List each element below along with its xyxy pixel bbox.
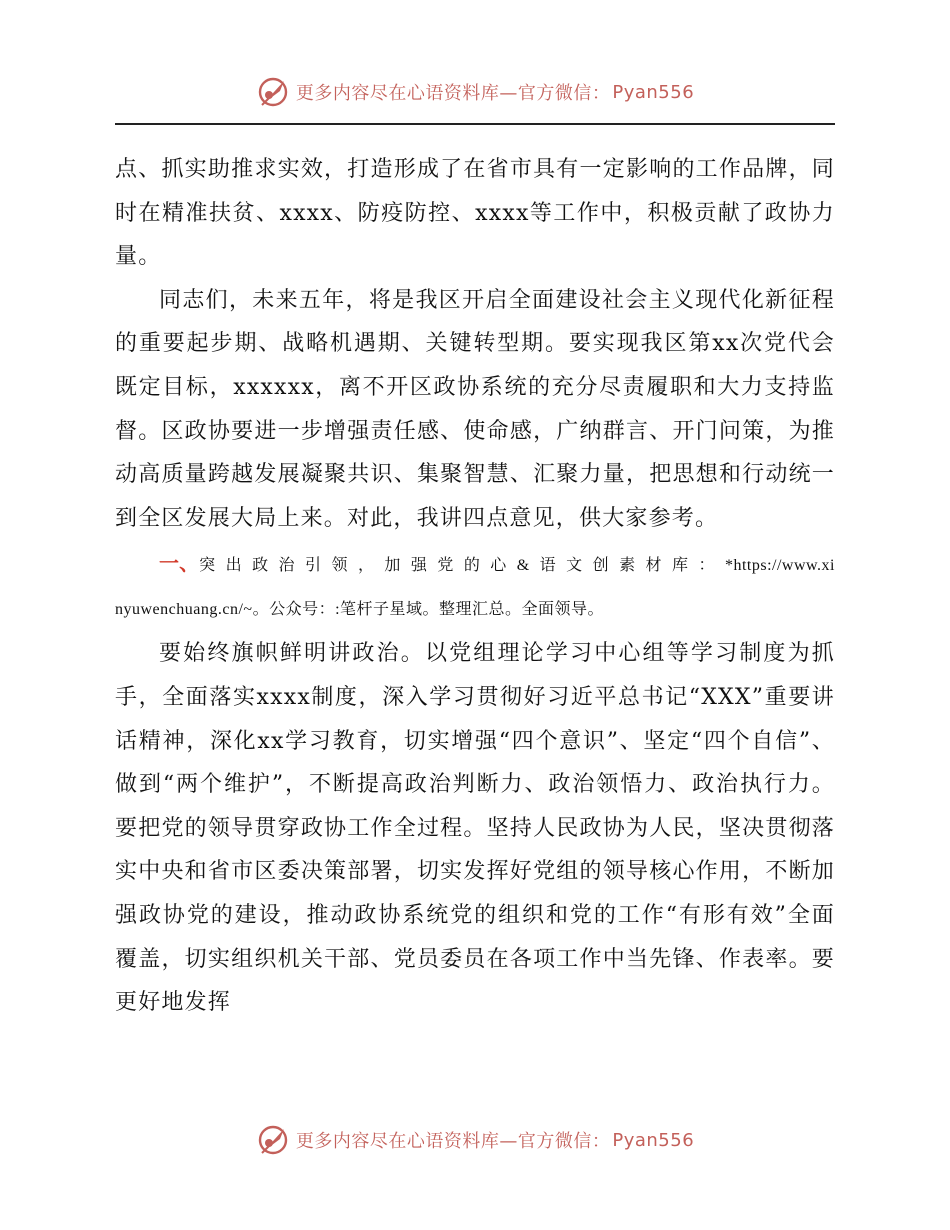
quill-pen-logo-icon <box>256 75 290 109</box>
banner-text: 更多内容尽在心语资料库—官方微信： <box>295 83 611 104</box>
header-banner <box>0 72 950 112</box>
paragraph-2: 同志们，未来五年，将是我区开启全面建设社会主义现代化新征程的重要起步期、战略机遇期、关键转型期。要实现我区第xx次党代会既定目标，xxxxxx，离不开区政协系统的充分尽责履职和大力支持监督。区政协要进一步增强责任感、使命感，广纳群言、开门问策，为推动高质量跨越发展凝聚共识、集聚智慧、汇聚力量，把思想和行动统一到全区发展大局上来。对此，我讲四点意见，供大家参考。 <box>115 287 835 531</box>
banner-text: 更多内容尽在心语资料库—官方微信： <box>295 1131 611 1152</box>
wechat-id: Pyan556 <box>612 81 695 103</box>
wechat-id: Pyan556 <box>612 1129 695 1151</box>
section-1-title-rest: *https://www.xinyuwenchuang.cn/~。公众号：:笔杆子星域。整理汇总。全面领导。 <box>115 557 835 619</box>
quill-pen-logo-icon <box>256 1123 290 1157</box>
section-1-title: 突出政治引领，加强党的心&语文创素材库： <box>199 557 725 575</box>
document-body <box>115 148 835 1025</box>
paragraph-1: 点、抓实助推求实效，打造形成了在省市具有一定影响的工作品牌，同时在精准扶贫、xxxx、防疫防控、xxxx等工作中，积极贡献了政协力量。 <box>115 157 835 270</box>
footer-banner <box>0 1120 950 1160</box>
section-1-body: 要始终旗帜鲜明讲政治。以党组理论学习中心组等学习制度为抓手，全面落实xxxx制度，深入学习贯彻好习近平总书记“XXX”重要讲话精神，深化xx学习教育，切实增强“四个意识”、坚定“四个自信”、做到“两个维护”，不断提高政治判断力、政治领悟力、政治执行力。要把党的领导贯穿政协工作全过程。坚持人民政协为人民，坚决贯彻落实中央和省市区委决策部署，切实发挥好党组的领导核心作用，不断加强政协党的建设，推动政协系统党的组织和党的工作“有形有效”全面覆盖，切实组织机关干部、党员委员在各项工作中当先锋、作表率。要更好地发挥 <box>115 641 835 1016</box>
header-divider <box>115 123 835 125</box>
section-1-number: 一、 <box>159 553 200 576</box>
section-1-heading <box>115 542 835 632</box>
